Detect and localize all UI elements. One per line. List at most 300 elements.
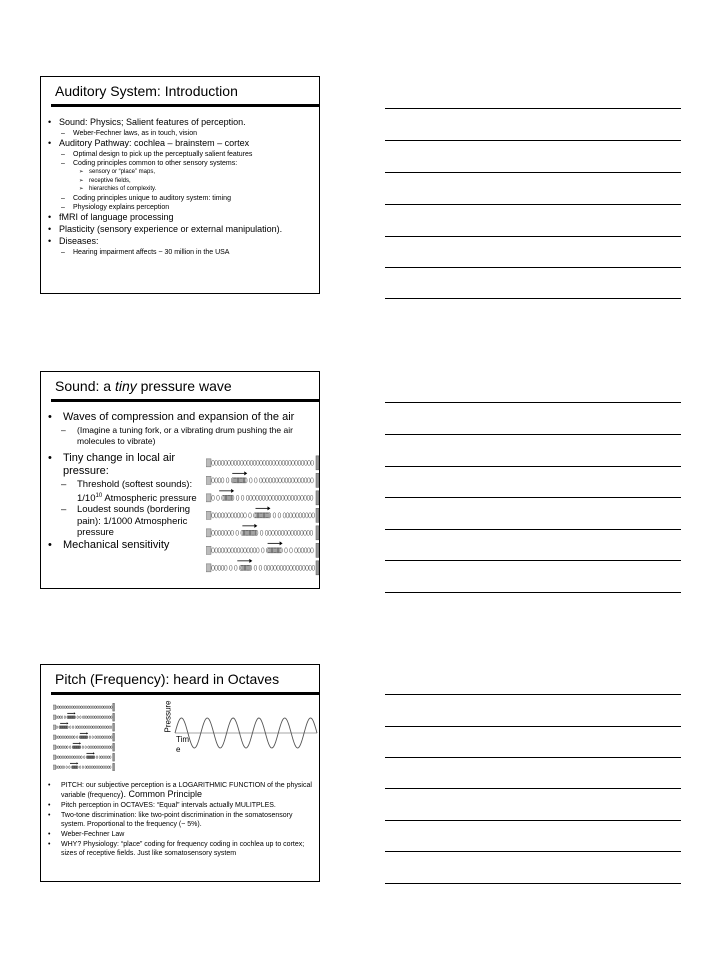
coil [260,460,263,465]
coil [215,478,218,483]
coil [253,495,256,500]
coil [298,495,301,500]
coil [244,513,247,518]
coil [101,766,102,769]
coil [85,766,86,769]
coil [295,548,298,553]
coil [304,495,307,500]
coil [88,716,89,719]
coil [275,495,278,500]
coil [100,736,101,739]
coil [102,706,103,709]
coil [100,716,101,719]
coil [87,726,88,729]
bullet: • Diseases: [47,236,313,247]
slide-2 [40,371,320,589]
coil [301,548,304,553]
coil [63,766,64,769]
bullet: • Two-tone discrimination: like two-point discrimination in the somatosensory system. Proportional to the frequency (~ 5%). [47,811,313,829]
coil [67,736,68,739]
coil [56,766,57,769]
coil [278,530,281,535]
coil [215,530,218,535]
coil [289,460,292,465]
wall-icon [113,763,115,771]
drum-icon [53,705,56,709]
slide-1 [40,76,320,294]
coil [109,706,110,709]
slide-3 [40,664,320,882]
coil [278,495,281,500]
coil [60,736,61,739]
slide-3-body [47,781,313,859]
wall-icon [316,543,319,557]
coil [266,478,269,483]
coil [60,766,61,769]
coil [100,726,101,729]
coil [96,766,97,769]
wall-icon [316,526,319,540]
coil [295,460,298,465]
coil [218,548,221,553]
coil [281,530,284,535]
coil [237,460,240,465]
coil [77,756,78,759]
coil [241,513,244,518]
coil [218,530,221,535]
drum-icon [53,755,56,759]
coil [304,548,307,553]
coil [70,726,71,729]
coil [91,716,92,719]
coil [109,746,110,749]
coil [58,746,59,749]
coil [104,756,105,759]
coil [67,746,68,749]
bullet: • fMRI of language processing [47,212,313,223]
coil [241,460,244,465]
coil [253,460,256,465]
coil [97,746,98,749]
coil [311,548,314,553]
coil [111,736,112,739]
coil [72,756,73,759]
coil [276,460,279,465]
coil [109,736,110,739]
coil [296,565,299,570]
bullet: • Plasticity (sensory experience or external manipulation). [47,224,313,235]
coil [221,513,224,518]
drum-icon [206,494,211,502]
coil [56,756,57,759]
coil [100,706,101,709]
coil [221,548,224,553]
coil [108,726,109,729]
wall-icon [113,733,115,741]
coil [104,746,105,749]
coil [105,706,106,709]
wall-icon [316,456,319,470]
note-line [385,883,681,884]
coil [291,530,294,535]
coil [98,736,99,739]
coil [259,495,262,500]
coil [217,495,220,500]
coil [236,495,239,500]
coil [65,746,66,749]
coil [226,478,229,483]
spring-row [206,456,319,470]
spring-row [206,489,319,505]
coil [56,716,57,719]
coil [237,548,240,553]
coil [301,530,304,535]
left-column [47,452,197,552]
coil [60,706,61,709]
coil [97,736,98,739]
coil [89,736,90,739]
coil [290,565,293,570]
coil [310,530,313,535]
note-line [385,592,681,593]
note-line [385,851,681,852]
coil [271,565,274,570]
coil [290,513,293,518]
spring-row [206,524,319,540]
spring-wave-illustration [206,452,320,576]
coil [247,460,250,465]
bullet: • Weber-Fechner Law [47,830,313,839]
coil [280,565,283,570]
coil [275,530,278,535]
arrowhead-icon [67,722,69,724]
coil [102,746,103,749]
coil [86,706,87,709]
coil [97,716,98,719]
sub-sub-bullet: ➢ receptive fields, [47,177,313,186]
coil [260,478,263,483]
spring-row [206,506,319,522]
coil [278,513,281,518]
coil [92,766,93,769]
coil [212,460,215,465]
coil [101,726,102,729]
coil [84,706,85,709]
coil [295,478,298,483]
arrowhead-icon [86,732,88,734]
coil [109,716,110,719]
coil [288,478,291,483]
sub-bullet: – Weber-Fechner laws, as in touch, vision [47,129,313,138]
note-line [385,298,681,299]
wall-icon [113,753,115,761]
coil [269,495,272,500]
arrowhead-icon [280,541,283,545]
coil [269,460,272,465]
coil [72,726,73,729]
coil [107,746,108,749]
coil [307,530,310,535]
coil [212,530,215,535]
bullet: • WHY? Physiology: “place” coding for frequency coding in cochlea up to cortex; sizes of receptive fields. Just like somatosensory system [47,840,313,858]
coil [306,513,309,518]
coil [246,495,249,500]
coil [259,565,262,570]
coil [79,706,80,709]
coil [105,726,106,729]
coil [254,565,257,570]
coil [266,495,269,500]
coil [272,530,275,535]
drum-icon [206,546,211,554]
coil [250,495,253,500]
coil [61,746,62,749]
coil [225,548,228,553]
coil [69,766,70,769]
coil [58,756,59,759]
sub-sub-bullet: ➢ sensory or “place” maps, [47,168,313,177]
coil [58,736,59,739]
coil [297,530,300,535]
coil [273,513,276,518]
coil [61,716,62,719]
coil [104,716,105,719]
coil [74,756,75,759]
coil [285,478,288,483]
coil [267,565,270,570]
coil [305,460,308,465]
coil [228,548,231,553]
coil [93,746,94,749]
wall-icon [316,561,319,575]
coil [292,460,295,465]
coil [228,530,231,535]
coil [273,460,276,465]
coil [291,495,294,500]
drum-icon [53,715,56,719]
bullet: • Sound: Physics; Salient features of perception. [47,117,313,128]
coil [56,706,57,709]
coil [231,460,234,465]
sub-bullet: – Coding principles unique to auditory system: timing [47,194,313,203]
coil [272,495,275,500]
spring-row [53,752,114,761]
coil [83,706,84,709]
spring-row [206,471,319,487]
arrowhead-icon [267,506,270,510]
coil [260,530,263,535]
coil [215,460,218,465]
coil [56,736,57,739]
coil [65,756,66,759]
coil [215,548,218,553]
arrowhead-icon [244,471,247,475]
title-rule [51,399,319,402]
coil [97,766,98,769]
coil [77,726,78,729]
coil [89,716,90,719]
coil [65,736,66,739]
coil [282,460,285,465]
note-line [385,466,681,467]
coil [106,756,107,759]
coil [221,565,224,570]
coil [221,478,224,483]
coil [75,706,76,709]
coil [309,513,312,518]
coil [285,460,288,465]
coil [307,495,310,500]
note-line [385,726,681,727]
coil [241,548,244,553]
coil [101,756,102,759]
coil [91,706,92,709]
coil [308,460,311,465]
coil [215,513,218,518]
arrowhead-icon [249,559,252,563]
drum-icon [206,459,211,467]
coil [294,495,297,500]
coil [91,746,92,749]
coil [69,746,70,749]
coil [249,513,252,518]
note-line [385,140,681,141]
coil [63,706,64,709]
coil [296,513,299,518]
coil [290,548,293,553]
coil [221,460,224,465]
coil [77,706,78,709]
bullet: • Tiny change in local air pressure: [47,452,197,478]
coil [299,565,302,570]
coil [308,548,311,553]
coil [212,565,215,570]
coil [72,736,73,739]
coil [88,766,89,769]
note-line [385,529,681,530]
coil [100,746,101,749]
coil [107,716,108,719]
coil [63,736,64,739]
arrowhead-icon [231,489,234,493]
spring-row [53,712,114,721]
coil [74,706,75,709]
wall-icon [113,703,115,711]
coil [266,460,269,465]
coil [98,706,99,709]
coil [58,766,59,769]
sub-bullet: – Optimal design to pick up the perceptually salient features [47,150,313,159]
coil [102,716,103,719]
spring-row [53,703,114,711]
coil [93,706,94,709]
coil [279,478,282,483]
coil [79,726,80,729]
coil [75,756,76,759]
wall-icon [316,491,319,505]
coil [304,530,307,535]
sub-bullet: – Threshold (softest sounds): $1/10^{10}$ Atmospheric pressure [47,479,197,504]
coil [286,513,289,518]
coil [292,478,295,483]
coil [250,478,253,483]
note-line [385,172,681,173]
coil [88,746,89,749]
coil [68,736,69,739]
coil [90,766,91,769]
coil [104,736,105,739]
coil [60,756,61,759]
coil [225,513,228,518]
coil [231,530,234,535]
coil [86,716,87,719]
sub-bullet: – Coding principles common to other sensory systems: [47,159,313,168]
drum-icon [206,564,211,572]
coil [311,478,314,483]
coil [91,726,92,729]
coil [56,746,57,749]
coil [108,756,109,759]
coil [263,478,266,483]
coil [82,766,83,769]
coil [68,706,69,709]
bullet: • Waves of compression and expansion of the air [47,410,313,424]
coil [98,746,99,749]
coil [218,513,221,518]
spring-row [53,742,114,751]
note-line [385,820,681,821]
coil [89,726,90,729]
coil [74,736,75,739]
coil [87,766,88,769]
sub-bullet: – Physiology explains perception [47,203,313,212]
coil [285,548,288,553]
coil [218,460,221,465]
arrowhead-icon [93,752,95,754]
coil [287,565,290,570]
coil [104,706,105,709]
coil [274,565,277,570]
coil [76,736,77,739]
title-rule [51,692,319,695]
coil [298,548,301,553]
coil [60,716,61,719]
coil [225,460,228,465]
coil [70,706,71,709]
coil [228,513,231,518]
coil [309,565,312,570]
drum-icon [53,765,56,769]
coil [310,495,313,500]
slide-1-body [47,117,313,257]
coil [90,706,91,709]
bullet: • Auditory Pathway: cochlea – brainstem – cortex [47,138,313,149]
coil [225,565,228,570]
coil [82,726,83,729]
note-line [385,560,681,561]
coil [61,706,62,709]
coil [269,530,272,535]
coil [65,706,66,709]
drum-icon [206,476,211,484]
coil [231,548,234,553]
coil [285,530,288,535]
coil [255,478,258,483]
coil [58,716,59,719]
coil [107,706,108,709]
note-line [385,788,681,789]
wall-icon [316,473,319,487]
